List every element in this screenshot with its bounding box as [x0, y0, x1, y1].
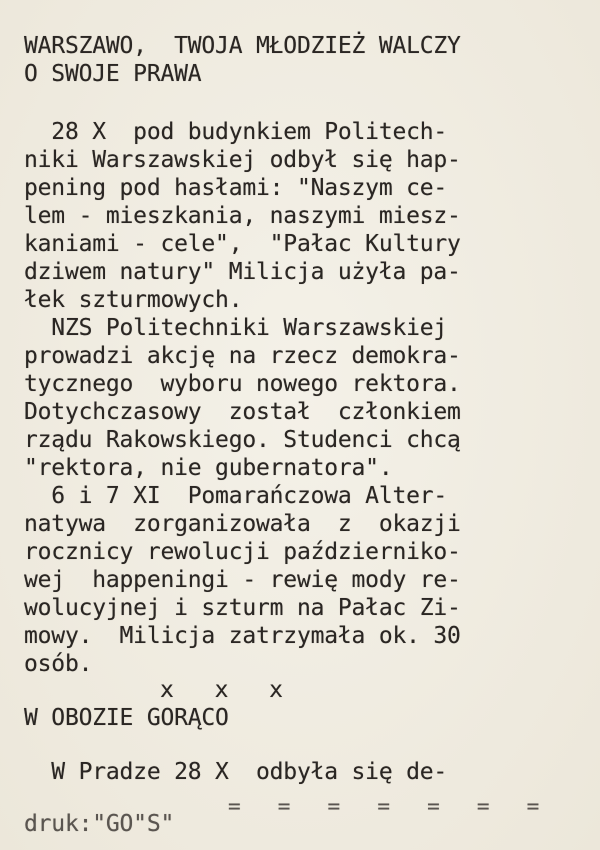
printer-imprint: druk:"GO"S" [24, 811, 175, 837]
body-line: prowadzi akcję na rzecz demokra- [24, 343, 461, 369]
body-line: 28 X pod budynkiem Politech- [24, 119, 448, 145]
footer-rule: = = = = = = = [228, 794, 540, 818]
body-line: Dotychczasowy został członkiem [24, 399, 461, 425]
body-line: lem - mieszkania, naszymi miesz- [24, 203, 461, 229]
body-line: osób. [24, 651, 93, 677]
body-line: dziwem natury" Milicja użyła pa- [24, 259, 461, 285]
heading-line-1: WARSZAWO, TWOJA MŁODZIEŻ WALCZY [24, 33, 461, 59]
body-line: natywa zorganizowała z okazji [24, 511, 461, 537]
body-line: rocznicy rewolucji październiko- [24, 539, 461, 565]
section-body-line: W Pradze 28 X odbyła się de- [24, 759, 448, 785]
heading-line-2: O SWOJE PRAWA [24, 61, 202, 87]
body-line: 6 i 7 XI Pomarańczowa Alter- [24, 483, 448, 509]
section-heading: W OBOZIE GORĄCO [24, 705, 229, 731]
body-line: wej happeningi - rewię mody re- [24, 567, 461, 593]
body-line: mowy. Milicja zatrzymała ok. 30 [24, 623, 461, 649]
body-line: łek szturmowych. [24, 287, 243, 313]
body-line: rządu Rakowskiego. Studenci chcą [24, 427, 461, 453]
body-line: "rektora, nie gubernatora". [24, 455, 393, 481]
body-line: tycznego wyboru nowego rektora. [24, 371, 461, 397]
body-line: pening pod hasłami: "Naszym ce- [24, 175, 448, 201]
body-line: wolucyjnej i szturm na Pałac Zi- [24, 595, 461, 621]
body-line: niki Warszawskiej odbył się hap- [24, 147, 461, 173]
section-separator: x x x [160, 677, 283, 703]
body-line: kaniami - cele", "Pałac Kultury [24, 231, 461, 257]
body-line: NZS Politechniki Warszawskiej [24, 315, 448, 341]
